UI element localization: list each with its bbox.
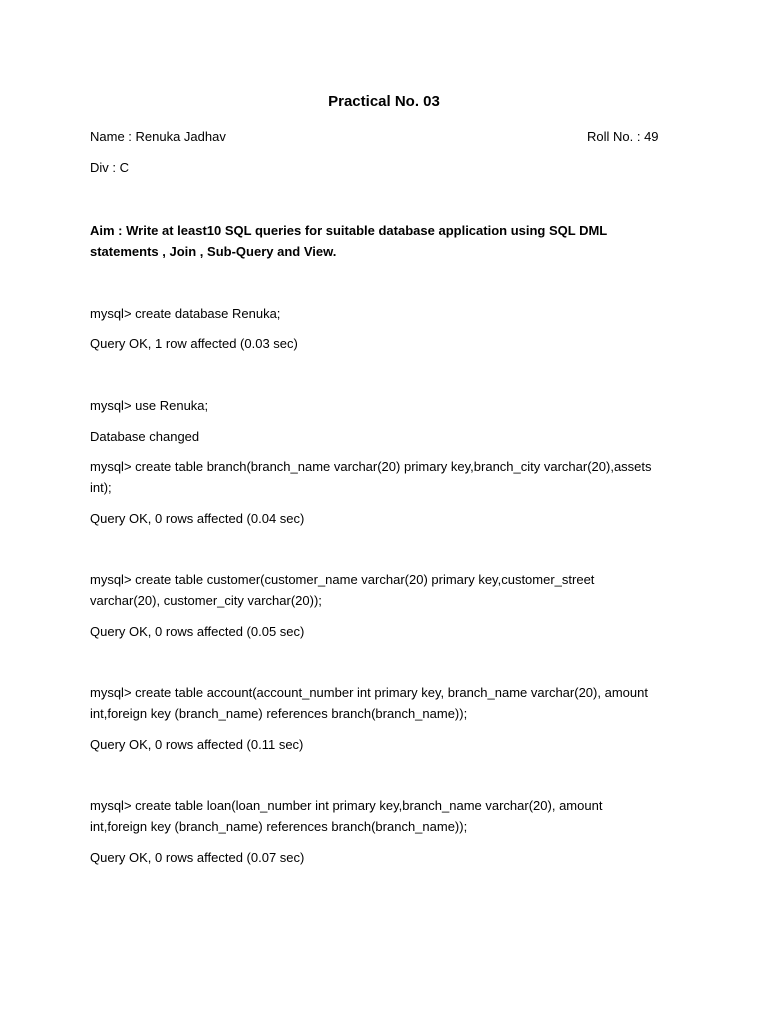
sql-result: Query OK, 0 rows affected (0.05 sec) bbox=[90, 624, 305, 639]
sql-result: Query OK, 0 rows affected (0.07 sec) bbox=[90, 850, 305, 865]
aim-statement: Aim : Write at least10 SQL queries for suitable database application using SQL DML statements , Join , Sub-Query and View. bbox=[90, 223, 607, 259]
division: Div : C bbox=[90, 160, 129, 175]
sql-result: Query OK, 1 row affected (0.03 sec) bbox=[90, 336, 298, 351]
sql-command: mysql> create table account(account_number int primary key, branch_name varchar(20), amount int,foreign key (branch_name) references branch(branch_name)); bbox=[90, 685, 648, 721]
sql-result: Query OK, 0 rows affected (0.11 sec) bbox=[90, 737, 304, 752]
sql-command: mysql> create table branch(branch_name varchar(20) primary key,branch_city varchar(20),assets int); bbox=[90, 459, 652, 495]
sql-result: Query OK, 0 rows affected (0.04 sec) bbox=[90, 511, 305, 526]
sql-command: mysql> create database Renuka; bbox=[90, 306, 281, 321]
student-name: Name : Renuka Jadhav bbox=[90, 129, 226, 144]
page-title: Practical No. 03 bbox=[328, 93, 440, 110]
sql-command: mysql> create table loan(loan_number int primary key,branch_name varchar(20), amount int,foreign key (branch_name) references branch(branch_name)); bbox=[90, 798, 603, 834]
sql-command: mysql> create table customer(customer_name varchar(20) primary key,customer_street varchar(20), customer_city varchar(20)); bbox=[90, 572, 595, 608]
sql-command: mysql> use Renuka; bbox=[90, 398, 209, 413]
sql-result: Database changed bbox=[90, 429, 200, 444]
roll-number: Roll No. : 49 bbox=[587, 129, 659, 144]
